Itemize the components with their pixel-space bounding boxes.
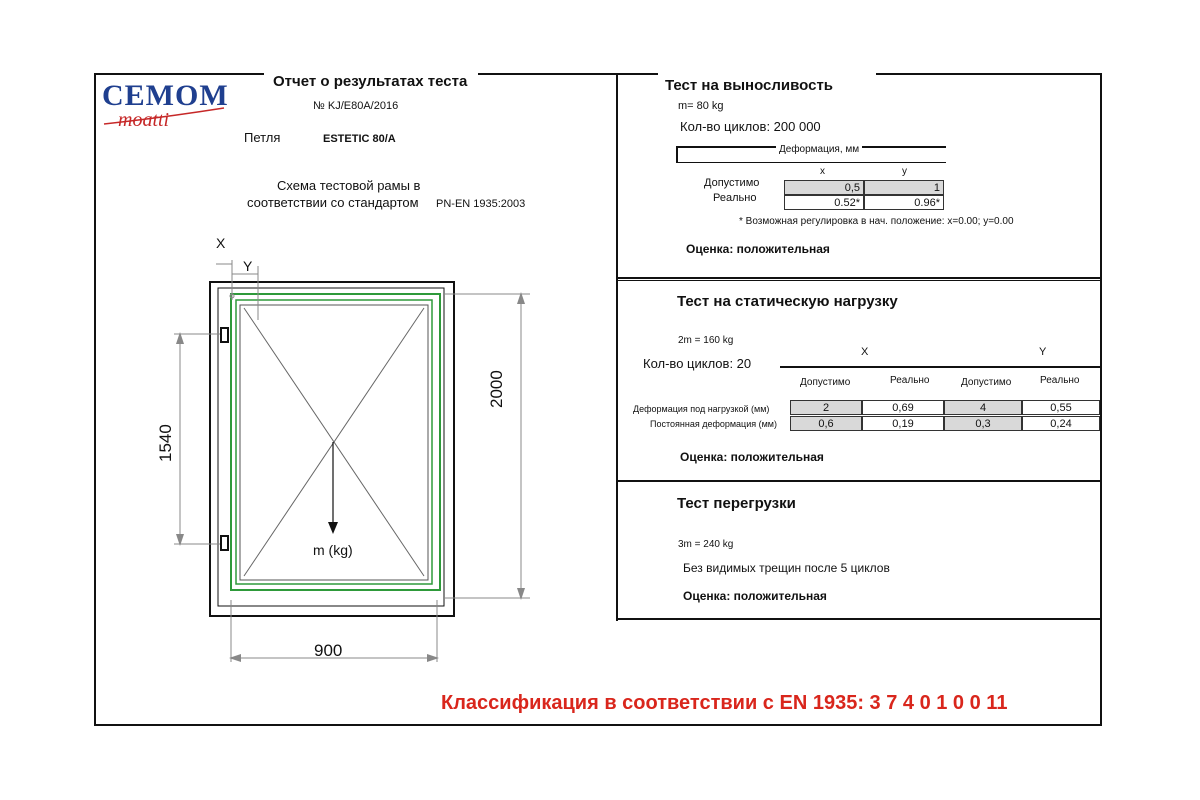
endurance-table-header: Деформация, мм [776, 144, 862, 155]
static-r2-real-x: 0,19 [862, 416, 944, 431]
hinge-model: ESTETIC 80/A [323, 133, 396, 145]
endurance-row-real-label: Реально [713, 192, 757, 204]
endurance-table-leftline [676, 146, 678, 162]
outer-frame-top-mid [478, 73, 658, 75]
static-result: Оценка: положительная [680, 450, 824, 464]
static-row2-label: Постоянная деформация (мм) [650, 419, 777, 429]
endurance-allowed-y: 1 [864, 180, 944, 195]
endurance-row-allowed-label: Допустимо [704, 177, 760, 189]
static-row1-label: Деформация под нагрузкой (мм) [633, 404, 770, 414]
hinge-distance-text: 1540 [156, 424, 175, 462]
svg-text:moatti: moatti [118, 109, 170, 130]
panel-sep-2 [616, 280, 1102, 281]
panel-divider [616, 73, 618, 621]
width-dimension: 900 [314, 641, 343, 660]
height-dimension [487, 370, 507, 408]
hinge-label: Петля [244, 130, 281, 145]
scheme-line-2: соответствии со стандартом [247, 195, 419, 210]
scheme-line-1: Схема тестовой рамы в [277, 178, 421, 193]
panel-sep-3 [616, 480, 1102, 482]
outer-frame-right [1100, 73, 1102, 726]
static-title: Тест на статическую нагрузку [677, 293, 898, 310]
standard-label: PN-EN 1935:2003 [436, 198, 526, 210]
endurance-mass: m= 80 kg [678, 100, 724, 112]
overload-result: Оценка: положительная [683, 589, 827, 603]
height-dimension-text: 2000 [487, 370, 506, 408]
load-label: m (kg) [313, 542, 353, 558]
endurance-col-y: y [902, 166, 907, 177]
static-col-real-y: Реально [1040, 375, 1080, 386]
endurance-result: Оценка: положительная [686, 242, 830, 256]
panel-sep-4 [616, 618, 1102, 620]
endurance-real-x: 0.52* [784, 195, 864, 210]
static-r2-real-y: 0,24 [1022, 416, 1100, 431]
report-title: Отчет о результатах теста [273, 73, 468, 90]
endurance-title: Тест на выносливость [665, 77, 834, 94]
static-r1-real-x: 0,69 [862, 400, 944, 415]
static-r1-real-y: 0,55 [1022, 400, 1100, 415]
outer-frame-top-left [94, 73, 264, 75]
endurance-footnote: * Возможная регулировка в нач. положение: x=0.00; y=0.00 [739, 216, 1014, 227]
overload-mass: 3m = 240 kg [678, 539, 734, 550]
endurance-col-x: x [820, 166, 825, 177]
x-marker-label: X [216, 235, 226, 251]
company-logo [100, 78, 230, 130]
outer-frame-left [94, 73, 96, 726]
endurance-allowed-x: 0,5 [784, 180, 864, 195]
static-group-y: Y [1039, 346, 1047, 358]
panel-sep-1 [616, 277, 1102, 279]
static-col-allowed-x: Допустимо [800, 377, 851, 388]
static-r2-allowed-y: 0,3 [944, 416, 1022, 431]
report-number: № KJ/E80A/2016 [313, 100, 399, 112]
static-col-real-x: Реально [890, 375, 930, 386]
endurance-header-underline [676, 162, 946, 163]
static-r1-allowed-x: 2 [790, 400, 862, 415]
classification-text: Классификация в соответствии с EN 1935: 3 7 4 0 1 0 0 11 [441, 692, 1008, 714]
static-table-topline [780, 366, 1102, 368]
static-cycles: Кол-во циклов: 20 [643, 356, 752, 371]
test-frame-drawing [140, 230, 560, 670]
static-r1-allowed-y: 4 [944, 400, 1022, 415]
y-marker-label: Y [243, 258, 253, 274]
outer-frame-top-right [876, 73, 1102, 75]
hinge-distance-dimension [156, 424, 176, 462]
overload-title: Тест перегрузки [677, 495, 796, 512]
static-r2-allowed-x: 0,6 [790, 416, 862, 431]
endurance-cycles: Кол-во циклов: 200 000 [680, 119, 821, 134]
static-mass: 2m = 160 kg [678, 335, 734, 346]
outer-frame-bottom [94, 724, 1102, 726]
endurance-real-y: 0.96* [864, 195, 944, 210]
svg-text:CEMOM: CEMOM [102, 79, 229, 112]
static-col-allowed-y: Допустимо [961, 377, 1012, 388]
static-group-x: X [861, 346, 869, 358]
overload-note: Без видимых трещин после 5 циклов [683, 561, 890, 575]
